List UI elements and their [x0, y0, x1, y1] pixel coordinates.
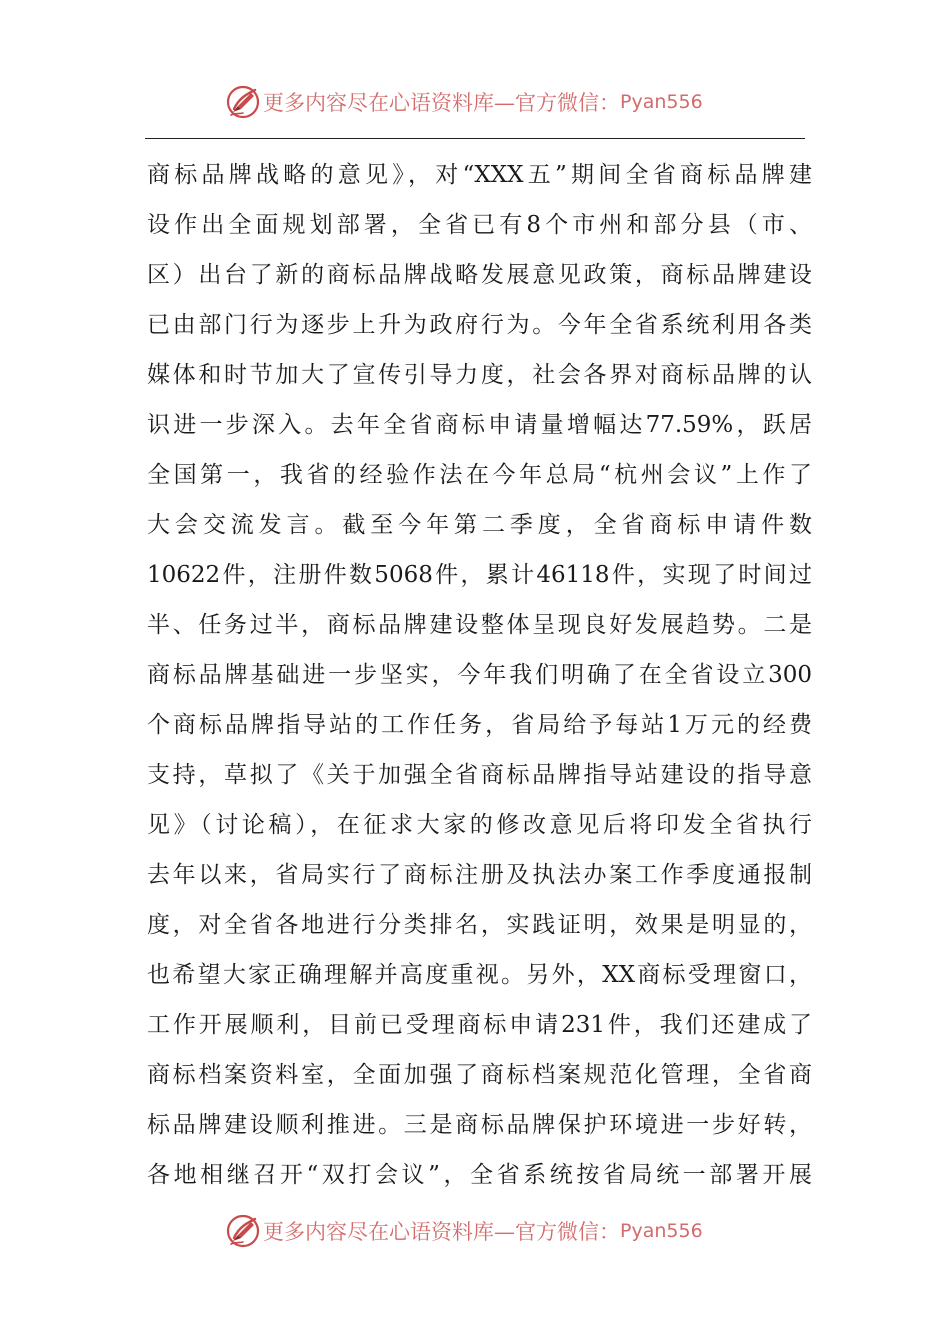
pen-logo-icon	[225, 84, 261, 120]
body-line: 10622件，注册件数5068件，累计46118件，实现了时间过	[147, 562, 812, 588]
body-line: 各地相继召开“双打会议”，全省系统按省局统一部署开展	[147, 1162, 812, 1188]
body-line: 标品牌建设顺利推进。三是商标品牌保护环境进一步好转，	[147, 1112, 812, 1138]
body-line: 全国第一，我省的经验作法在今年总局“杭州会议”上作了	[147, 462, 812, 488]
body-line: 已由部门行为逐步上升为政府行为。今年全省系统利用各类	[147, 312, 812, 338]
body-line: 媒体和时节加大了宣传引导力度，社会各界对商标品牌的认	[147, 362, 812, 388]
body-line: 半、任务过半，商标品牌建设整体呈现良好发展趋势。二是	[147, 612, 812, 638]
body-line: 工作开展顺利，目前已受理商标申请231件，我们还建成了	[147, 1012, 812, 1038]
body-line: 度，对全省各地进行分类排名，实践证明，效果是明显的，	[147, 912, 812, 938]
footer-banner	[225, 1211, 703, 1251]
body-line: 见》（讨论稿），在征求大家的修改意见后将印发全省执行	[147, 812, 812, 838]
body-line: 设作出全面规划部署，全省已有8个市州和部分县（市、	[147, 212, 812, 238]
body-line: 商标品牌战略的意见》，对“XXX五”期间全省商标品牌建	[147, 162, 812, 188]
header-divider	[145, 138, 805, 139]
body-line: 大会交流发言。截至今年第二季度，全省商标申请件数	[147, 512, 812, 538]
body-line: 商标品牌基础进一步坚实，今年我们明确了在全省设立300	[147, 662, 812, 688]
header-banner-text: 更多内容尽在心语资料库—官方微信：	[263, 91, 620, 115]
body-line: 支持，草拟了《关于加强全省商标品牌指导站建设的指导意	[147, 762, 812, 788]
body-line: 也希望大家正确理解并高度重视。另外，XX商标受理窗口，	[147, 962, 812, 988]
document-body	[147, 150, 812, 1200]
body-line: 区）出台了新的商标品牌战略发展意见政策，商标品牌建设	[147, 262, 812, 288]
header-wechat-id: Pyan556	[620, 91, 703, 113]
body-line: 商标档案资料室，全面加强了商标档案规范化管理，全省商	[147, 1062, 812, 1088]
body-line: 识进一步深入。去年全省商标申请量增幅达77.59%，跃居	[147, 412, 812, 438]
header-banner	[225, 82, 703, 122]
footer-wechat-id: Pyan556	[620, 1220, 703, 1242]
body-line: 去年以来，省局实行了商标注册及执法办案工作季度通报制	[147, 862, 812, 888]
pen-logo-icon	[225, 1213, 261, 1249]
footer-banner-text: 更多内容尽在心语资料库—官方微信：	[263, 1220, 620, 1244]
body-line: 个商标品牌指导站的工作任务，省局给予每站1万元的经费	[147, 712, 812, 738]
